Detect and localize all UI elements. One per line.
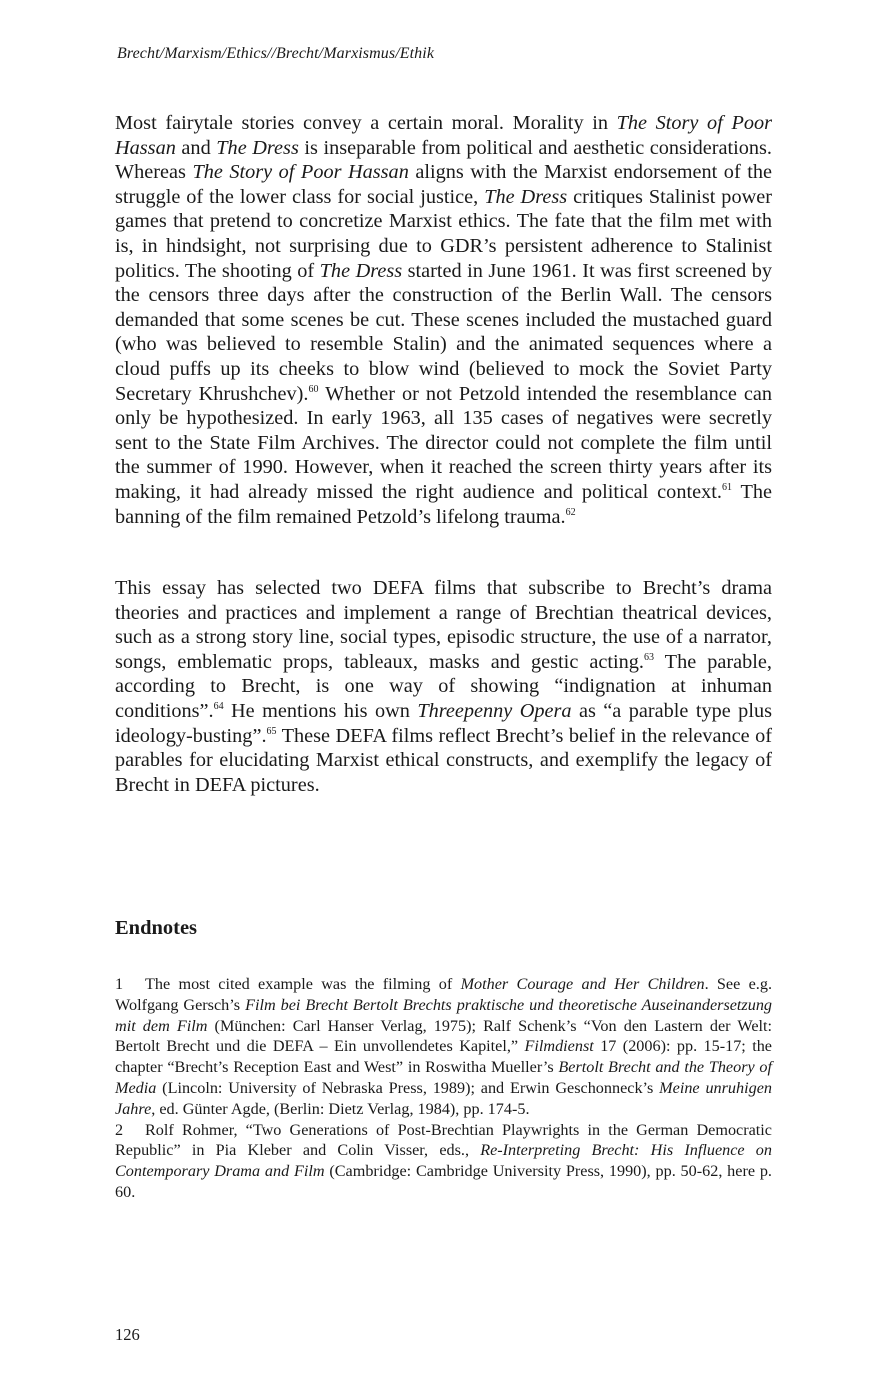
note-title: Re-Interpreting Brecht: His Influence on Contemporary Drama and Film bbox=[115, 1141, 772, 1181]
text-span: These DEFA films reflect Brecht’s belief in the relevance of parables for elucidating Marxist ethical constructs, and exemplify the legacy of Brecht in DEFA pictures. bbox=[115, 724, 772, 796]
note-title: Meine unruhigen Jahre bbox=[115, 1078, 772, 1118]
endnote-2 bbox=[115, 1120, 772, 1203]
film-title: The Dress bbox=[319, 259, 403, 282]
endnote-number: 2 bbox=[115, 1120, 124, 1139]
text-span: started in June 1961. It was first screened by the censors three days after the construction of the Berlin Wall. The censors demanded that some scenes be cut. These scenes included the mustached guard (who was believed to resemble Stalin) and the animated sequences where a cloud puffs up its cheeks to blow wind (believed to mock the Soviet Party Secretary Khrushchev). bbox=[115, 259, 772, 405]
text-span: is inseparable from political and aesthetic considerations. Whereas bbox=[115, 136, 772, 184]
text-span: aligns with the Marxist endorsement of the struggle of the lower class for social justice, bbox=[115, 161, 772, 208]
endnote-1 bbox=[115, 974, 772, 1120]
footnote-ref-60[interactable]: 60 bbox=[308, 383, 319, 395]
text-span: The parable, according to Brecht, is one way of showing “indignation at inhuman conditions”. bbox=[115, 650, 772, 722]
footnote-ref-65[interactable]: 65 bbox=[266, 725, 277, 737]
note-text: (München: Carl Hanser Verlag, 1975); Ralf Schenk’s “Von den Lastern der Welt: Bertolt Brecht und die DEFA – Ein unvollendetes Kapitel,” bbox=[115, 1016, 772, 1056]
text-span: as “a parable type plus ideology-busting”. bbox=[115, 699, 772, 747]
text-span: He mentions his own bbox=[223, 699, 418, 722]
note-text: The most cited example was the filming of bbox=[145, 975, 461, 993]
text-span: The banning of the film remained Petzold’s lifelong trauma. bbox=[115, 480, 772, 528]
note-text: Rolf Rohmer, “Two Generations of Post-Brechtian Playwrights in the German Democratic Republic” in Pia Kleber and Colin Visser, eds., bbox=[115, 1120, 772, 1160]
film-title: The Dress bbox=[216, 136, 299, 159]
footnote-ref-63[interactable]: 63 bbox=[644, 651, 654, 663]
note-text: (Lincoln: University of Nebraska Press, 1989); and Erwin Geschonneck’s bbox=[156, 1078, 660, 1097]
body-paragraph-2 bbox=[115, 576, 772, 797]
film-title: The Story of Poor Hassan bbox=[192, 161, 409, 184]
work-title: Threepenny Opera bbox=[417, 699, 572, 722]
note-title: Film bei Brecht Bertolt Brechts praktische und theoretische Auseinandersetzung mit dem Film bbox=[115, 995, 773, 1035]
endnotes-list bbox=[115, 974, 772, 1203]
footnote-ref-62[interactable]: 62 bbox=[565, 506, 576, 518]
film-title: The Story of Poor Hassan bbox=[115, 112, 773, 159]
note-title: Mother Courage and Her Children bbox=[460, 975, 705, 993]
note-title: Bertolt Brecht and the Theory of Media bbox=[115, 1058, 772, 1097]
endnotes-heading: Endnotes bbox=[115, 917, 198, 939]
note-text: , ed. Günter Agde, (Berlin: Dietz Verlag, 1984), pp. 174-5. bbox=[151, 1099, 530, 1118]
text-span: Most fairytale stories convey a certain moral. Morality in bbox=[115, 112, 617, 134]
endnote-number: 1 bbox=[115, 975, 124, 993]
footnote-ref-64[interactable]: 64 bbox=[213, 700, 224, 712]
text-span: This essay has selected two DEFA films that subscribe to Brecht’s drama theories and practices and implement a range of Brechtian theatrical devices, such as a strong story line, social types, episodic structure, the use of a narrator, songs, emblematic props, tableaux, masks and gestic acting. bbox=[115, 577, 772, 673]
text-span: and bbox=[175, 136, 217, 159]
footnote-ref-61[interactable]: 61 bbox=[721, 481, 732, 493]
body-paragraph-1 bbox=[115, 111, 772, 529]
note-text: 17 (2006): pp. 15-17; the chapter “Brecht’s Reception East and West” in Roswitha Mueller’s bbox=[115, 1037, 772, 1077]
text-span: Whether or not Petzold intended the resemblance can only be hypothesized. In early 1963, all 135 cases of negatives were secretly sent to the State Film Archives. The director could not complete the film until the summer of 1990. However, when it reached the screen thirty years after its making, it had already missed the right audience and political context. bbox=[115, 382, 773, 503]
note-title: Filmdienst bbox=[524, 1037, 594, 1056]
page-number: 126 bbox=[115, 1325, 140, 1344]
running-head: Brecht/Marxism/Ethics//Brecht/Marxismus/Ethik bbox=[117, 45, 435, 62]
note-text: (Cambridge: Cambridge University Press, 1990), pp. 50-62, here p. 60. bbox=[115, 1162, 772, 1201]
text-span: critiques Stalinist power games that pretend to concretize Marxist ethics. The fate that the film met with is, in hindsight, not surprising due to GDR’s persistent adherence to Stalinist politics. The shooting of bbox=[115, 185, 772, 282]
note-text: . See e.g. Wolfgang Gersch’s bbox=[115, 975, 772, 1014]
film-title: The Dress bbox=[484, 185, 568, 208]
